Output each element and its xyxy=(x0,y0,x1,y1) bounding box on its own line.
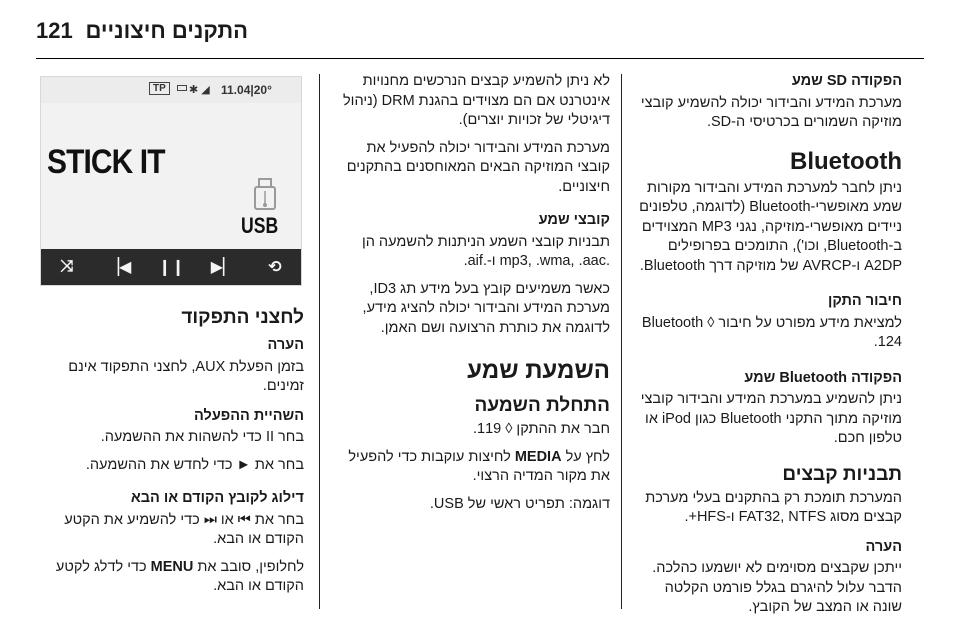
media-keyword: MEDIA xyxy=(514,448,562,465)
media-text: לחץ על MEDIA לחיצות עוקבות כדי להפעיל את מקור המדיה הרצוי. xyxy=(348,448,610,484)
note-heading: הערה xyxy=(267,337,304,353)
start-playback-text: חבר את ההתקן ◊ 119. xyxy=(472,421,610,437)
connect-heading: חיבור התקן xyxy=(827,293,902,309)
id3-text: כאשר משמיעים קובץ בעל מידע תג ID3, מערכת המידע והבידור יכולה להציג מידע, לדוגמה את כותרת הרצועה ושם האמן. xyxy=(362,280,610,336)
bt-play-heading: הפקודה Bluetooth שמע xyxy=(744,369,902,386)
page-number: 121 xyxy=(36,18,73,43)
drm-text: לא ניתן להשמיע קבצים הנרכשים מחנויות אינטרנט אם הם מצוידים בהגנת DRM (ניהול דיגיטלי של זכויות יוצרים). xyxy=(343,73,610,128)
status-time: 11.04|20° xyxy=(221,83,272,97)
skip-heading: דילוג לקובץ הקודם או הבא xyxy=(130,490,304,506)
pause-icon[interactable]: ❙❙ xyxy=(158,259,185,276)
column-middle xyxy=(330,72,610,514)
resume-text: בחר את ► כדי לחדש את ההשמעה. xyxy=(85,456,304,473)
audio-files-heading: קובצי שמע xyxy=(538,212,610,228)
column-divider xyxy=(621,74,622,609)
previous-icon[interactable]: ▕◀ xyxy=(106,259,132,276)
signal-icon: ✱ ◢ xyxy=(189,84,210,96)
page-header xyxy=(0,0,960,60)
audio-files-text: תבניות קובצי השמע הניתנות להשמעה הן .mp3, .wma, .aac ו-.aif. xyxy=(361,233,610,269)
source-label: USB xyxy=(241,213,279,238)
pause-heading: השהיית ההפעלה xyxy=(194,407,304,424)
start-playback-heading: התחלת השמעה xyxy=(474,395,610,416)
shuffle-icon[interactable]: ⤨ xyxy=(60,258,74,275)
menu-text: לחלופין, סובב את MENU כדי לדלג לקטע הקודם או הבא. xyxy=(55,558,304,594)
sd-heading: הפקודה SD שמע xyxy=(791,73,902,89)
control-bar xyxy=(41,249,301,285)
drm-text-2: מערכת המידע והבידור יכולה להפעיל את קובצי המוזיקה הבאים המאוחסנים בהתקנים חיצוניים. xyxy=(346,139,610,195)
connect-text: למציאת מידע מפורט על חיבור Bluetooth ◊ 124. xyxy=(641,314,902,350)
formats-heading: תבניות קבצים xyxy=(782,463,902,485)
menu-keyword: MENU xyxy=(150,558,194,575)
battery-icon xyxy=(177,85,187,91)
sd-text: מערכת המידע והבידור יכולה להשמיע קובצי מוזיקה השמורים בכרטיסי ה-SD. xyxy=(640,94,902,130)
tp-badge: TP xyxy=(149,82,170,95)
usb-icon xyxy=(250,177,280,211)
page-title: התקנים חיצוניים xyxy=(85,18,248,43)
repeat-icon[interactable]: ⟲ xyxy=(268,259,282,276)
pause-text: בחר II כדי להשהות את ההשמעה. xyxy=(100,429,304,445)
audio-playback-heading: השמעת שמע xyxy=(467,357,610,384)
status-bar xyxy=(41,77,301,103)
usb-screen-image xyxy=(40,76,302,286)
formats-text: המערכת תומכת רק בהתקנים בעלי מערכת קבצים מסוג FAT32, NTFS ו-HFS+. xyxy=(645,489,902,525)
note-text: ייתכן שקבצים מסוימים לא יושמעו כהלכה. הדבר עלול להיגרם בגלל פורמט הקלטה שונה או המצב של הקובץ. xyxy=(652,560,902,615)
next-icon[interactable]: ▶▏ xyxy=(210,259,236,276)
header-rule xyxy=(36,58,924,59)
column-left xyxy=(34,306,304,597)
track-title: STICK IT xyxy=(47,143,165,181)
note-heading: הערה xyxy=(865,538,902,555)
note-text: בזמן הפעלת AUX, לחצני התפקוד אינם זמינים. xyxy=(68,358,304,394)
function-buttons-heading: לחצני התפקוד xyxy=(181,307,304,328)
example-text: דוגמה: תפריט ראשי של USB. xyxy=(429,495,610,512)
bluetooth-text: ניתן לחבר למערכת המידע והבידור מקורות שמע מאופשרי-Bluetooth (לדוגמה, טלפונים ניידים מאופשרי-מוזיקה, נגני MP3 המצוידים ב-Bluetooth, וכו'), התומכים בפרופילים A2DP ו-AVRCP של מוזיקה דרך Bluetooth. xyxy=(639,179,902,274)
column-right xyxy=(634,72,902,618)
bluetooth-heading: Bluetooth xyxy=(790,147,902,175)
bt-play-text: ניתן להשמיע במערכת המידע והבידור קובצי מוזיקה מתוך התקני Bluetooth כגון iPod או טלפון חכם. xyxy=(640,391,902,446)
skip-text: בחר את ⏮ או ⏭ כדי להשמיע את הקטע הקודם או הבא. xyxy=(64,511,304,547)
column-divider xyxy=(319,74,320,609)
